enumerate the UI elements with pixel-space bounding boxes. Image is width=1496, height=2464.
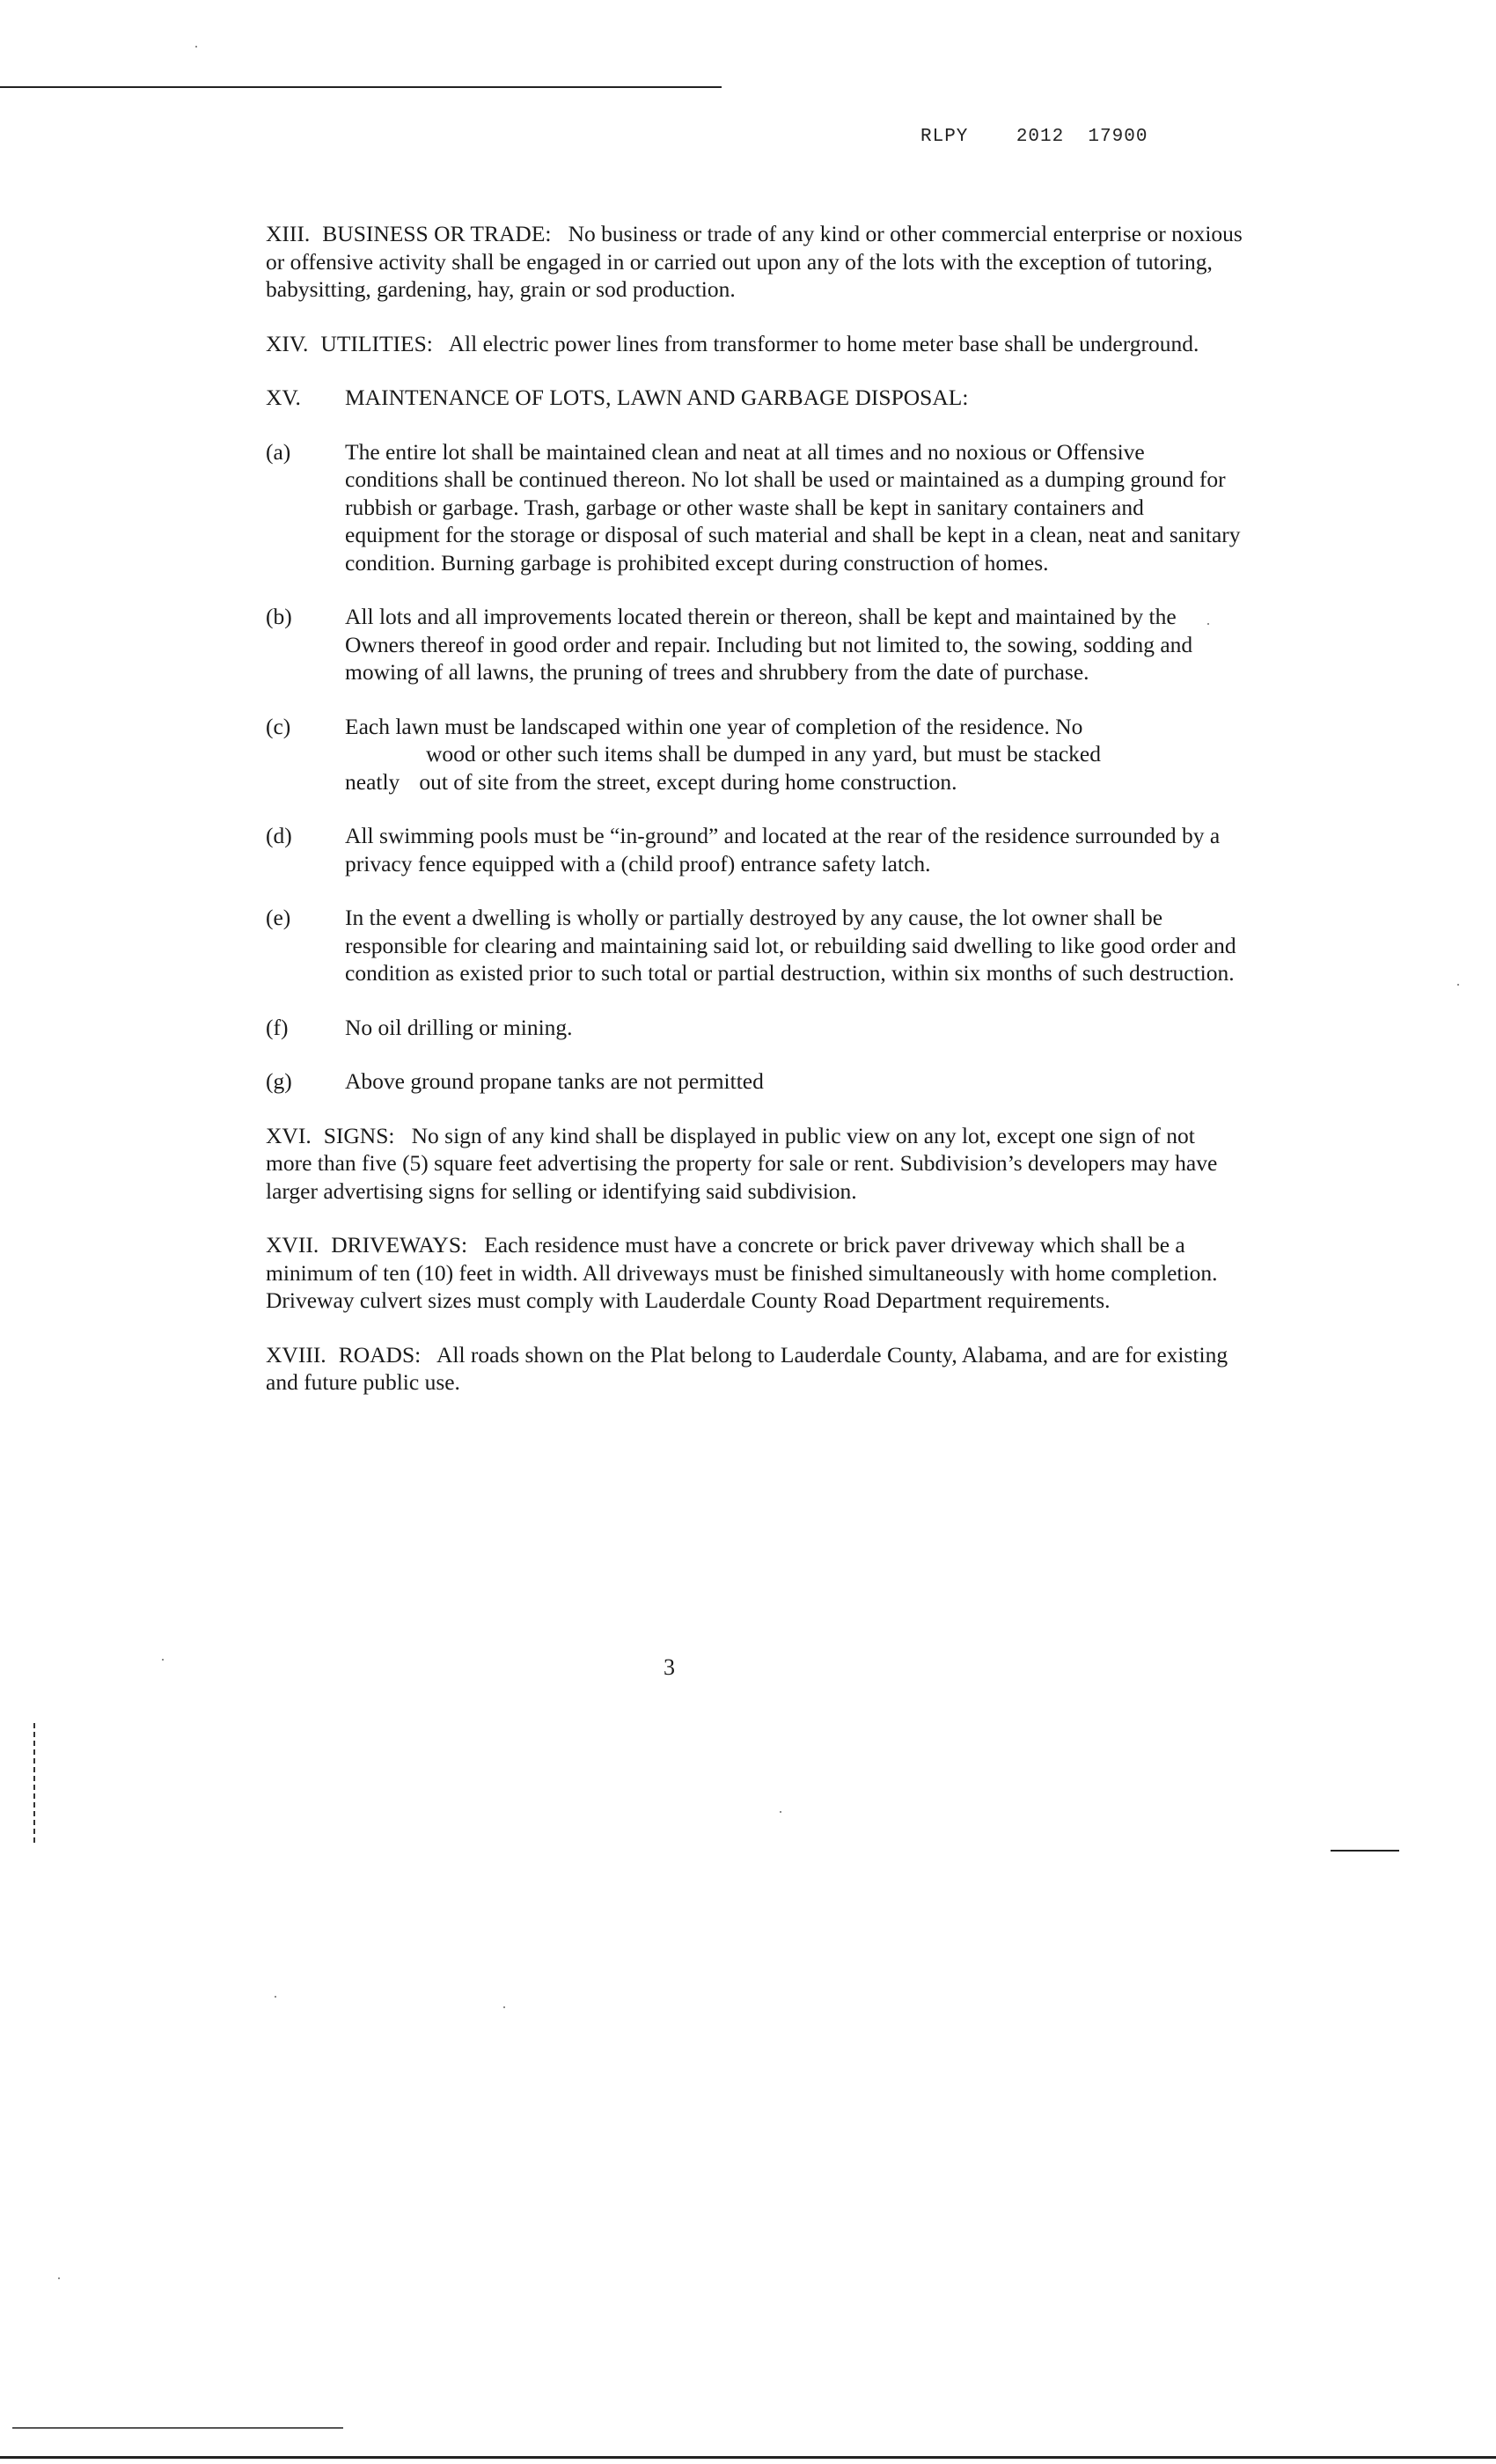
subsection-letter: (e) — [266, 905, 291, 930]
subsection-letter: (a) — [266, 438, 291, 465]
subsection-letter: (g) — [266, 1068, 292, 1094]
section-title: DRIVEWAYS: — [331, 1232, 468, 1258]
left-margin-dashes — [33, 1723, 35, 1846]
section-text: No business or trade of any kind or other commercial enterprise or noxious or offensive activity shall be engaged in or carried out upon any of the lots with the exception of tutoring, babysitting, gardening, hay, grain or sod production. — [266, 221, 1243, 302]
scan-speck — [58, 2277, 60, 2279]
scan-speck — [195, 46, 197, 48]
section-title: UTILITIES: — [320, 330, 433, 356]
section-text: All roads shown on the Plat belong to Lauderdale County, Alabama, and are for existing and future public use. — [266, 1341, 1228, 1395]
subsection-g — [266, 1067, 1243, 1096]
section-title: BUSINESS OR TRADE: — [322, 221, 552, 246]
section-number: XIV. — [266, 330, 309, 356]
subsection-text: The entire lot shall be maintained clean and neat at all times and no noxious or Offensive conditions shall be continued thereon. No lot shall be used or maintained as a dumping ground for rubbish or garbage. Trash, garbage or other waste shall be kept in sanitary containers and equipment for the storage or disposal of such material and shall be kept in a clean, neat and sanitary condition. Burning garbage is prohibited except during construction of homes. — [345, 438, 1241, 576]
section-text: Each residence must have a concrete or brick paver driveway which shall be a minimum of ten (10) feet in width. All driveways must be finished simultaneously with home completion. Driveway culvert sizes must comply with Lauderdale County Road Department requirements. — [266, 1232, 1218, 1313]
section-xv — [266, 384, 1243, 412]
subsection-text-line-1: Each lawn must be landscaped within one year of completion of the residence. No — [345, 713, 1083, 739]
section-xvii — [266, 1231, 1243, 1315]
section-text: All electric power lines from transformer to home meter base shall be underground. — [448, 330, 1199, 356]
subsection-text: Above ground propane tanks are not permitted — [345, 1068, 764, 1094]
subsection-text: All lots and all improvements located therein or thereon, shall be kept and maintained by the Owners thereof in good order and repair. Including but not limited to, the sowing, sodding and mowing of all lawns, the pruning of trees and shrubbery from the date of purchase. — [345, 604, 1193, 685]
subsection-letter: (f) — [266, 1014, 289, 1040]
right-margin-rule — [1331, 1850, 1399, 1852]
subsection-c — [266, 713, 1243, 796]
subsection-a — [266, 438, 1243, 577]
subsection-text: No oil drilling or mining. — [345, 1014, 573, 1040]
subsection-text: All swimming pools must be “in-ground” and located at the rear of the residence surrounded by a privacy fence equipped with a (child proof) entrance safety latch. — [345, 823, 1221, 876]
scan-speck — [780, 1811, 781, 1813]
section-number: XVI. — [266, 1122, 312, 1148]
recording-stamp: RLPY 2012 17900 — [920, 127, 1148, 147]
scan-speck — [503, 2006, 505, 2008]
section-title: SIGNS: — [323, 1122, 395, 1148]
section-number: XIII. — [266, 221, 311, 246]
top-rule — [0, 86, 722, 88]
section-xiv — [266, 330, 1243, 358]
section-number: XVII. — [266, 1232, 319, 1258]
document-body — [266, 220, 1243, 1423]
scan-speck — [1457, 984, 1459, 986]
section-xviii — [266, 1341, 1243, 1397]
subsection-letter: (b) — [266, 604, 292, 629]
section-number: XV. — [266, 385, 301, 410]
subsection-letter: (c) — [266, 713, 291, 739]
section-xiii — [266, 220, 1243, 304]
subsection-text: In the event a dwelling is wholly or partially destroyed by any cause, the lot owner shall be responsible for clearing and maintaining said lot, or rebuilding said dwelling to like good order and condition as existed prior to such total or partial destruction, within six months of such destruction. — [345, 905, 1236, 986]
section-title: ROADS: — [338, 1341, 422, 1368]
bottom-left-rule — [12, 2427, 343, 2429]
subsection-text-word: neatly — [345, 768, 400, 795]
subsection-text-line-2: wood or other such items shall be dumped in any yard, but must be stacked — [426, 741, 1101, 766]
subsection-f — [266, 1014, 1243, 1042]
subsection-text-line-3 — [345, 768, 1243, 796]
page-number: 3 — [664, 1654, 675, 1680]
subsection-text-rest: out of site from the street, except during home construction. — [419, 768, 957, 795]
section-xvi — [266, 1122, 1243, 1206]
scan-speck — [275, 1996, 276, 1998]
section-text: No sign of any kind shall be displayed in public view on any lot, except one sign of not more than five (5) square feet advertising the property for sale or rent. Subdivision’s developers may have larger advertising signs for selling or identifying said subdivision. — [266, 1122, 1218, 1204]
subsection-letter: (d) — [266, 823, 292, 848]
scan-speck — [162, 1659, 164, 1661]
subsection-e — [266, 904, 1243, 987]
section-number: XVIII. — [266, 1341, 326, 1368]
subsection-b — [266, 603, 1243, 686]
bottom-rule — [0, 2456, 1496, 2459]
section-title: MAINTENANCE OF LOTS, LAWN AND GARBAGE DISPOSAL: — [345, 385, 969, 410]
subsection-d — [266, 822, 1243, 877]
